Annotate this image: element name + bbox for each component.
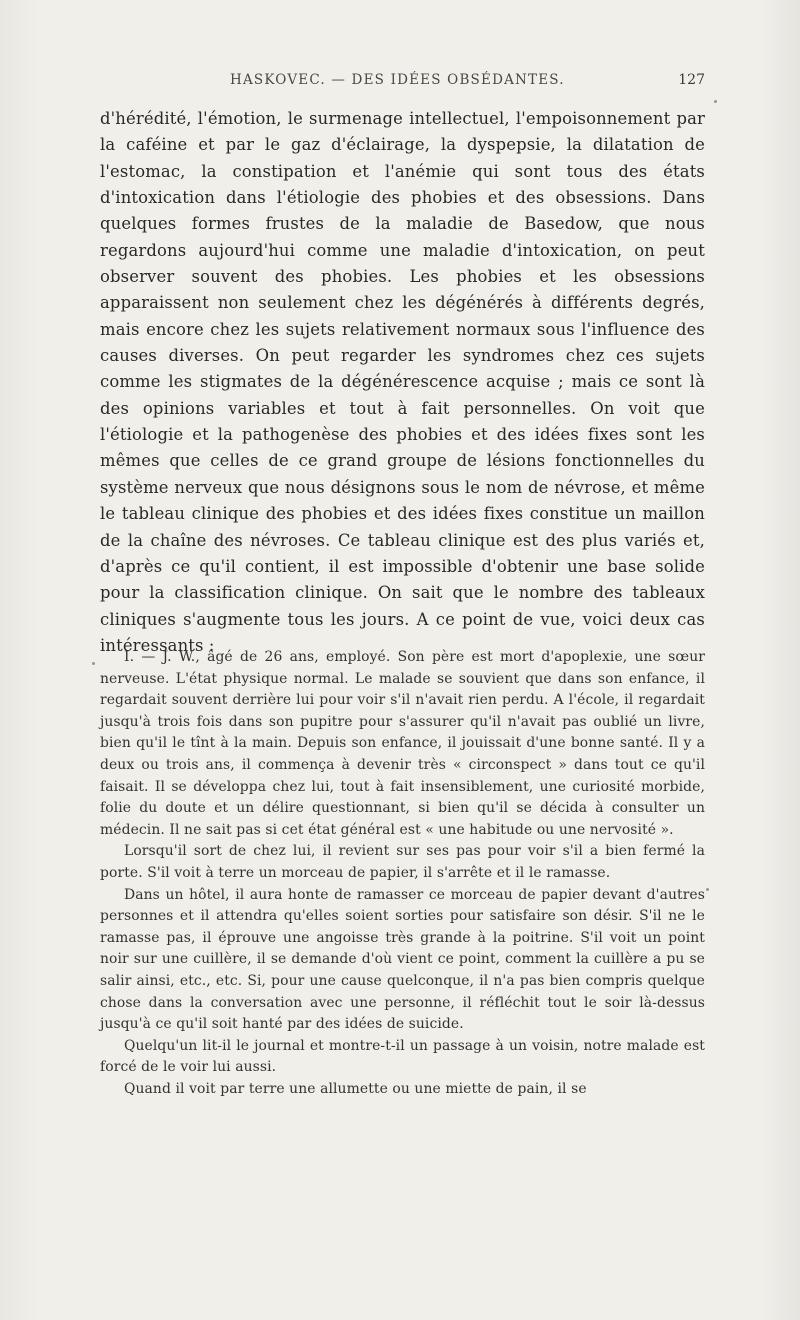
main-paragraph: d'hérédité, l'émotion, le surmenage intellectuel, l'empoisonnement par la caféine et par le gaz d'éclairage, la dyspepsie, la dilatation de l'estomac, la constipation et l'anémie qui sont tous des états d'intoxication dans l'étiologie des phobies et des obsessions. Dans quelques formes frustes de la maladie de Basedow, que nous regardons aujourd'hui comme une maladie d'intoxication, on peut observer souvent des phobies. Les phobies et les obsessions apparaissent non seulement chez les dégénérés à différents degrés, mais encore chez les sujets relativement normaux sous l'influence des causes diverses. On peut regarder les syndromes chez ces sujets comme les stigmates de la dégénérescence acquise ; mais ce sont là des opinions variables et tout à fait personnelles. On voit que l'étiologie et la pathogenèse des phobies et des idées fixes sont les mêmes que celles de ce grand groupe de lésions fonctionnelles du système nerveux que nous désignons sous le nom de névrose, et même le tableau clinique des phobies et des idées fixes constitue un maillon de la chaîne des névroses. Ce tableau clinique est des plus variés et, d'après ce qu'il contient, il est impossible d'obtenir une base solide pour la classification clinique. On sait que le nombre des tableaux cliniques s'augmente tous les jours. A ce point de vue, voici deux cas intéressants : bbox=[100, 109, 705, 655]
paper-speck bbox=[92, 662, 95, 665]
case-paragraph: Quelqu'un lit-il le journal et montre-t-il un passage à un voisin, notre malade est forcé de le voir lui aussi. bbox=[100, 1037, 705, 1076]
page-number: 127 bbox=[678, 72, 705, 88]
case-paragraph: Dans un hôtel, il aura honte de ramasser ce morceau de papier devant d'autres personnes et il attendra qu'elles soient sorties pour satisfaire son désir. S'il ne le ramasse pas, il éprouve une angoisse très grande à la poitrine. S'il voit un point noir sur une cuillère, il se demande d'où vient ce point, comment la cuillère a pu se salir ainsi, etc., etc. Si, pour une cause quelconque, il n'a pas bien compris quelque chose dans la conversation avec une personne, il réfléchit tout le soir là-dessus jusqu'à ce qu'il soit hanté par des idées de suicide. bbox=[100, 886, 705, 1033]
case-paragraph: Quand il voit par terre une allumette ou une miette de pain, il se bbox=[124, 1080, 587, 1097]
paper-speck bbox=[714, 100, 717, 103]
case-paragraph: I. — J. W., âgé de 26 ans, employé. Son père est mort d'apoplexie, une sœur nerveuse. L'état physique normal. Le malade se souvient que dans son enfance, il regardait souvent derrière lui pour voir s'il n'avait rien perdu. A l'école, il regardait jusqu'à trois fois dans son pupitre pour s'assurer qu'il n'avait pas oublié un livre, bien qu'il le tînt à la main. Depuis son enfance, il jouissait d'une bonne santé. Il y a deux ou trois ans, il commença à devenir très « circonspect » dans tout ce qu'il faisait. Il se développa chez lui, tout à fait insensiblement, une curiosité morbide, folie du doute et un délire questionnant, si bien qu'il se décida à consulter un médecin. Il ne sait pas si cet état général est « une habitude ou une nervosité ». bbox=[100, 649, 705, 838]
paper-speck bbox=[706, 888, 709, 891]
main-text-block bbox=[100, 106, 705, 659]
running-title: HASKOVEC. — DES IDÉES OBSÉDANTES. bbox=[230, 72, 565, 88]
case-report bbox=[100, 647, 705, 1100]
case-paragraph: Lorsqu'il sort de chez lui, il revient sur ses pas pour voir s'il a bien fermé la porte. S'il voit à terre un morceau de papier, il s'arrête et il le ramasse. bbox=[100, 843, 705, 881]
page-header bbox=[100, 72, 705, 94]
